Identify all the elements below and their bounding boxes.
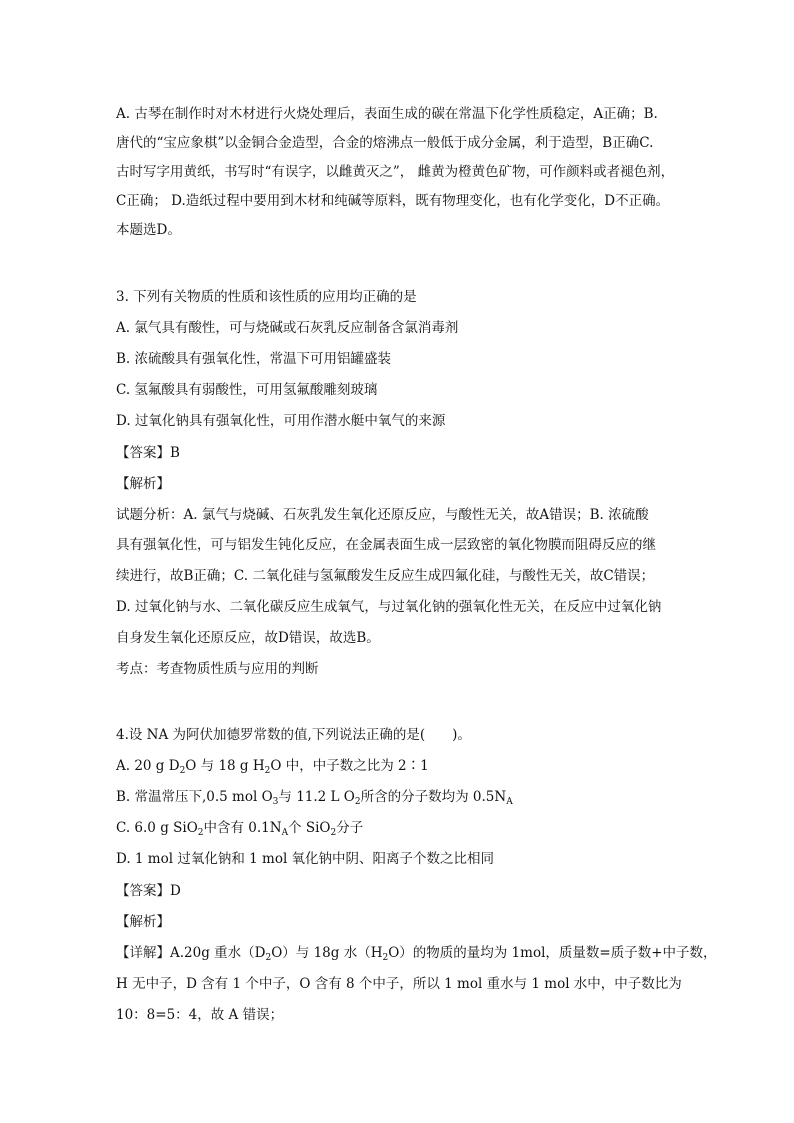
q4-option-c-part: 分子 (336, 820, 364, 836)
q4-option-b (116, 787, 696, 807)
q4-option-c (116, 818, 696, 838)
q4-analysis-label: 【解析】 (116, 914, 170, 930)
q4-option-d: D. 1 mol 过氧化钠和 1 mol 氧化钠中阴、阳离子个数之比相同 (116, 851, 495, 867)
q4-detail-line-1 (116, 943, 717, 963)
subscript: 2 (264, 766, 271, 776)
q4-option-c-part: 中含有 0.1N (203, 820, 282, 836)
q2-analysis-line-1: A. 古琴在制作时对木材进行火烧处理后，表面生成的碳在常温下化学性质稳定，A正确；B. (116, 106, 658, 122)
subscript: 2 (382, 953, 389, 963)
q4-detail-part: 【详解】A.20g 重水（D (116, 945, 266, 961)
q3-stem: 3. 下列有关物质的性质和该性质的应用均正确的是 (116, 289, 417, 305)
q3-analysis-line-3: 续进行，故B正确；C. 二氧化硅与氢氟酸发生反应生成四氟化硅，与酸性无关，故C错误； (116, 568, 655, 584)
subscript: 2 (179, 766, 186, 776)
subscript: 2 (354, 797, 361, 807)
q4-option-b-part: 所含的分子数均为 0.5N (360, 789, 507, 805)
subscript: 2 (330, 828, 337, 838)
q4-detail-part: O）的物质的量均为 1mol，质量数=质子数+中子数， (388, 945, 717, 961)
q4-answer: 【答案】D (116, 883, 181, 899)
q2-analysis-line-3: 古时写字用黄纸，书写时“有误字，以雌黄灭之”， 雌黄为橙黄色矿物，可作颜料或者褪色剂， (116, 164, 675, 180)
q4-option-c-part: C. 6.0 g SiO (116, 820, 198, 836)
q4-option-b-part: 与 11.2 L O (278, 789, 355, 805)
q3-kaodian: 考点：考查物质性质与应用的判断 (116, 661, 319, 677)
q3-analysis-line-5: 自身发生氧化还原反应，故D错误，故选B。 (116, 630, 380, 646)
q4-option-b-part: B. 常温常压下,0.5 mol O (116, 789, 273, 805)
q2-analysis-line-5: 本题选D。 (116, 222, 181, 238)
q2-analysis-line-4: C正确； D.造纸过程中要用到木材和纯碱等原料，既有物理变化，也有化学变化，D不正确。 (116, 193, 670, 209)
q3-analysis-line-4: D. 过氧化钠与水、二氧化碳反应生成氧气，与过氧化钠的强氧化性无关，在反应中过氧化钠 (116, 599, 662, 615)
subscript: 3 (272, 797, 279, 807)
q4-detail-line-2: H 无中子，D 含有 1 个中子，O 含有 8 个中子，所以 1 mol 重水与 1 mol 水中，中子数比为 (116, 976, 682, 992)
q3-option-c: C. 氢氟酸具有弱酸性，可用氢氟酸雕刻玻璃 (116, 382, 378, 398)
q3-analysis-label: 【解析】 (116, 476, 170, 492)
q4-detail-line-3: 10：8=5：4，故 A 错误； (116, 1007, 284, 1023)
q3-analysis-line-1: 试题分析：A. 氯气与烧碱、石灰乳发生氧化还原反应，与酸性无关，故A错误；B. 浓硫酸 (116, 507, 649, 523)
q3-option-a: A. 氯气具有酸性，可与烧碱或石灰乳反应制备含氯消毒剂 (116, 320, 459, 336)
q3-analysis-line-2: 具有强氧化性，可与铝发生钝化反应，在金属表面生成一层致密的氧化物膜而阻碍反应的继 (116, 537, 656, 553)
q3-option-b: B. 浓硫酸具有强氧化性，常温下可用铝罐盛装 (116, 351, 392, 367)
q4-option-a-part: O 中，中子数之比为 2∶1 (270, 758, 429, 774)
q4-option-a-part: O 与 18 g H (185, 758, 265, 774)
subscript: 2 (265, 953, 272, 963)
q3-option-d: D. 过氧化钠具有强氧化性，可用作潜水艇中氧气的来源 (116, 413, 446, 429)
q3-answer: 【答案】B (116, 445, 180, 461)
subscript: A (506, 797, 513, 807)
subscript: A (281, 828, 289, 838)
q4-stem: 4.设 NA 为阿伏加德罗常数的值,下列说法正确的是( )。 (116, 727, 471, 743)
subscript: 2 (197, 828, 204, 838)
q4-option-a-part: A. 20 g D (116, 758, 180, 774)
q4-option-a (116, 756, 696, 776)
q4-option-c-part: 个 SiO (288, 820, 331, 836)
q4-detail-part: O）与 18g 水（H (271, 945, 383, 961)
q2-analysis-line-2: 唐代的“宝应象棋”以金铜合金造型，合金的熔沸点一般低于成分金属，利于造型，B正确C. (116, 135, 654, 151)
